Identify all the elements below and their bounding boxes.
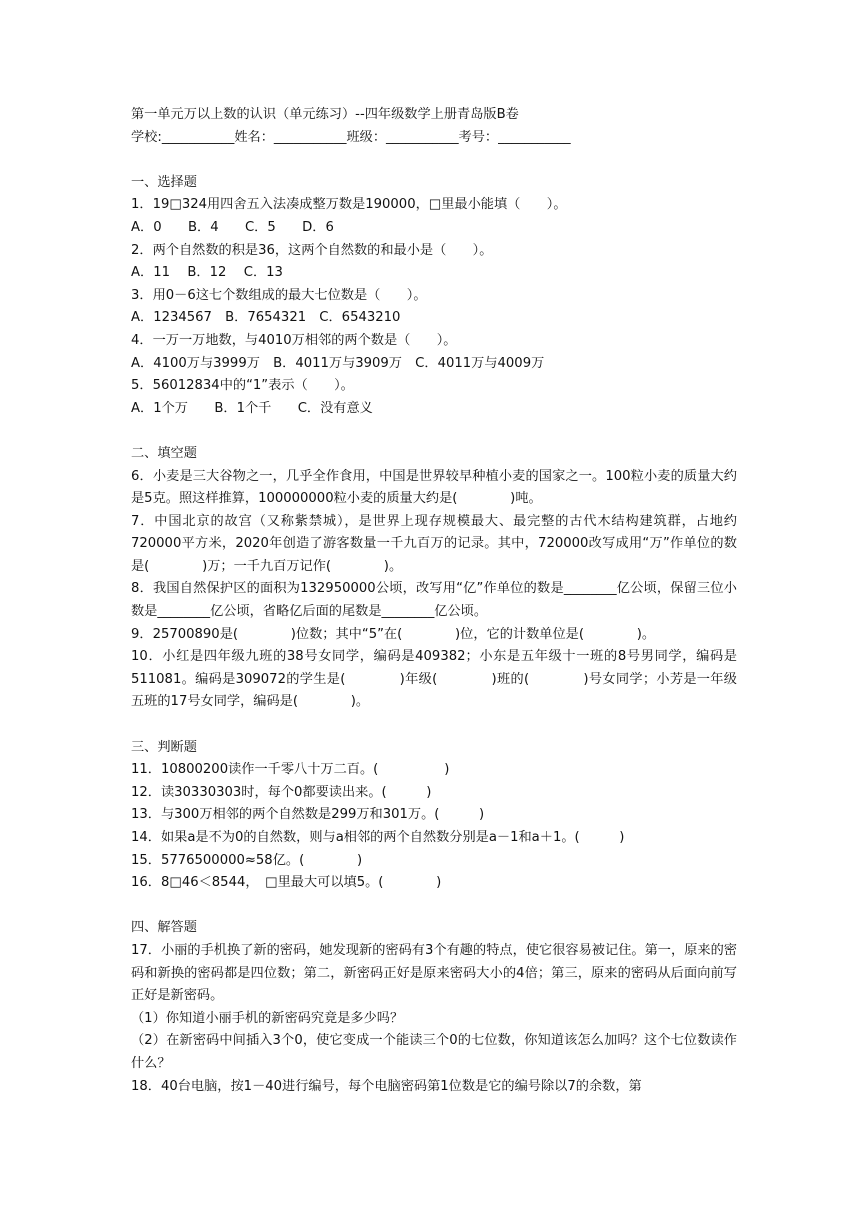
question-text: 9．25700890是( )位数；其中“5”在( )位，它的计数单位是( )。 [131, 626, 656, 642]
student-info-line: 学校:___________姓名：___________班级：___________考号：___________ [131, 129, 571, 145]
section-fill-blank [131, 443, 737, 714]
section-choice [131, 172, 737, 421]
section-heading: 四、解答题 [131, 920, 197, 936]
question-text: 2．两个自然数的积是36，这两个自然数的和最小是（ ）。 [131, 242, 493, 258]
answer-options: A．4100万与3999万 B．4011万与3909万 C．4011万与4009万 [131, 355, 545, 371]
question-text: 13．与300万相邻的两个自然数是299万和301万。( ) [131, 807, 485, 823]
document-title: 第一单元万以上数的认识（单元练习）--四年级数学上册青岛版B卷 [131, 107, 519, 122]
question-text: 10．小红是四年级九班的38号女同学，编码是409382；小东是五年级十一班的8号男同学，编码是511081。编码是309072的学生是( )年级( )班的( )号女同学；小芳是一年级五班的17号女同学，编码是( )。 [131, 649, 737, 710]
question-text: 12．读30330303时，每个0都要读出来。( ) [131, 784, 432, 800]
question-text: 3．用0－6这七个数组成的最大七位数是（ ）。 [131, 287, 427, 303]
section-heading: 三、判断题 [131, 739, 197, 755]
answer-options: A．1个万 B．1个千 C．没有意义 [131, 400, 373, 416]
section-heading: 一、选择题 [131, 174, 197, 190]
question-text: 6．小麦是三大谷物之一，几乎全作食用，中国是世界较早种植小麦的国家之一。100粒小麦的质量大约是5克。照这样推算，100000000粒小麦的质量大约是( )吨。 [131, 468, 737, 507]
section-heading: 二、填空题 [131, 445, 197, 461]
question-text: 1．19□324用四舍五入法凑成整万数是190000，□里最小能填（ ）。 [131, 197, 567, 213]
question-text: 16．8□46＜8544， □里最大可以填5。( ) [131, 875, 442, 891]
sub-question: （2）在新密码中间插入3个0，使它变成一个能读三个0的七位数，你知道该怎么加吗？这个七位数读作什么？ [131, 1033, 737, 1071]
answer-options: A．11 B．12 C．13 [131, 265, 283, 281]
question-text: 18．40台电脑，按1－40进行编号，每个电脑密码第1位数是它的编号除以7的余数，第 [131, 1078, 642, 1094]
document-body [131, 104, 737, 1098]
section-solve [131, 917, 737, 1098]
question-text: 14．如果a是不为0的自然数，则与a相邻的两个自然数分别是a－1和a＋1。( ) [131, 830, 625, 845]
answer-options: A．0 B．4 C．5 D．6 [131, 219, 334, 235]
answer-options: A．1234567 B．7654321 C．6543210 [131, 310, 401, 326]
question-text: 8．我国自然保护区的面积为132950000公顷，改写用“亿”作单位的数是________亿公顷，保留三位小数是________亿公顷，省略亿后面的尾数是________亿公顷。 [131, 581, 737, 620]
question-text: 15．5776500000≈58亿。( ) [131, 852, 363, 868]
section-true-false [131, 737, 737, 895]
question-text: 4．一万一万地数，与4010万相邻的两个数是（ ）。 [131, 332, 457, 348]
question-text: 5．56012834中的“1”表示（ ）。 [131, 378, 354, 394]
question-text: 17．小丽的手机换了新的密码，她发现新的密码有3个有趣的特点，使它很容易被记住。第一，原来的密码和新换的密码都是四位数；第二，新密码正好是原来密码大小的4倍；第三，原来的密码从后面向前写正好是新密码。 [131, 942, 737, 1004]
sub-question: （1）你知道小丽手机的新密码究竟是多少吗？ [131, 1010, 404, 1026]
question-text: 7．中国北京的故宫（又称紫禁城），是世界上现存规模最大、最完整的古代木结构建筑群，占地约720000平方米，2020年创造了游客数量一千九百万的记录。其中，720000改写成用“万”作单位的数是( )万；一千九百万记作( )。 [131, 513, 737, 574]
question-text: 11．10800200读作一千零八十万二百。( ) [131, 762, 450, 778]
